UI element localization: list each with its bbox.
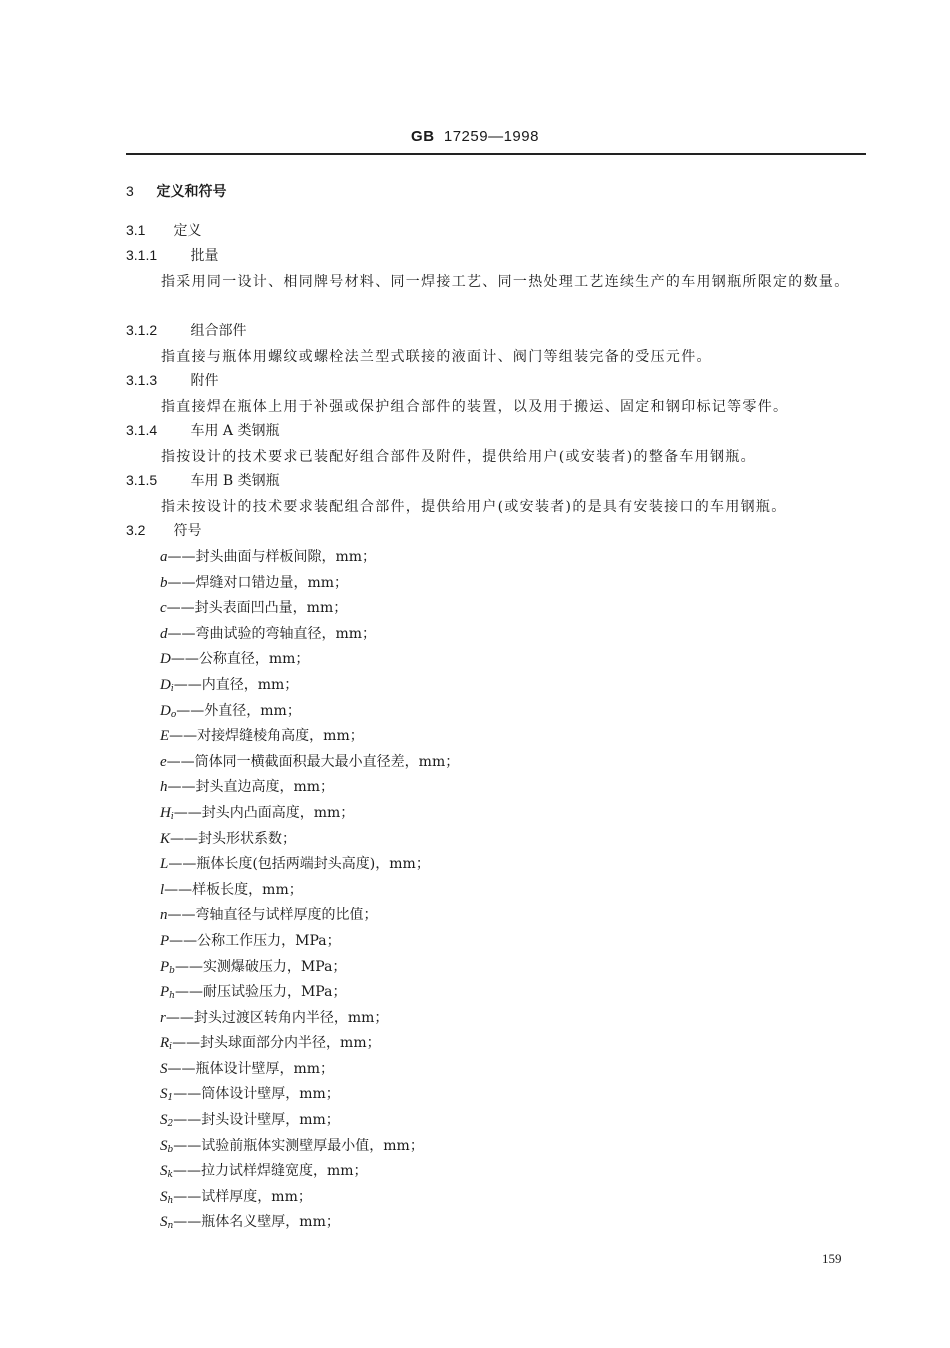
- list-item: [160, 852, 459, 878]
- list-item: [160, 801, 459, 827]
- symbol: E: [160, 728, 170, 745]
- definition-heading: [126, 320, 246, 341]
- symbol: c: [160, 600, 167, 617]
- definition-heading: [126, 420, 279, 441]
- definition-text: 指按设计的技术要求已装配好组合部件及附件，提供给用户(或安装者)的整备车用钢瓶。: [161, 449, 756, 465]
- list-item: [160, 827, 459, 853]
- definitions-number: 3.1: [126, 222, 146, 238]
- symbol-subscript: i: [170, 811, 174, 822]
- symbol-subscript: b: [167, 1144, 174, 1155]
- definition-number: 3.1.4: [126, 422, 158, 438]
- section-number: 3: [126, 183, 134, 199]
- symbol-description: ——弯轴直径与试样厚度的比值；: [167, 907, 378, 924]
- symbol-description: ——瓶体名义壁厚，mm；: [173, 1214, 340, 1231]
- symbol-subscript: 2: [167, 1119, 174, 1130]
- definitions-title: 定义: [173, 223, 202, 239]
- symbol: P: [160, 932, 170, 949]
- list-item: [160, 596, 459, 622]
- definition-heading: [126, 370, 218, 391]
- definition-number: 3.1.2: [126, 322, 158, 338]
- definition-number: 3.1.5: [126, 472, 158, 488]
- list-item: [160, 1108, 459, 1134]
- definition-text: 指采用同一设计、相同牌号材料、同一焊接工艺、同一热处理工艺连续生产的车用钢瓶所限定的数量。: [161, 274, 850, 290]
- list-item: [160, 878, 459, 904]
- symbol-subscript: i: [170, 683, 174, 694]
- list-item: [160, 955, 459, 981]
- list-item: [160, 699, 459, 725]
- symbol-list: [160, 545, 459, 1236]
- symbol: D: [160, 651, 171, 668]
- symbol-description: ——耐压试验压力，MPa；: [174, 984, 347, 1001]
- document-header: [0, 128, 950, 145]
- definition-text: 指直接与瓶体用螺纹或螺栓法兰型式联接的液面计、阀门等组装完备的受压元件。: [161, 349, 712, 365]
- symbol: S: [160, 1060, 168, 1077]
- list-item: [160, 775, 459, 801]
- symbol-description: ——封头设计壁厚，mm；: [173, 1112, 340, 1129]
- definition-term: 附件: [190, 373, 219, 389]
- symbol-description: ——封头形状系数；: [170, 830, 297, 847]
- symbols-title: 符号: [173, 523, 202, 539]
- symbol-description: ——封头直边高度，mm；: [167, 779, 335, 796]
- list-item: [160, 1006, 459, 1032]
- symbols-heading: [126, 520, 201, 541]
- symbol: S: [160, 1112, 168, 1129]
- list-item: [160, 1185, 459, 1211]
- symbols-number: 3.2: [126, 522, 146, 538]
- list-item: [160, 903, 459, 929]
- list-item: [160, 1159, 459, 1185]
- list-item: [160, 1031, 459, 1057]
- symbol-subscript: h: [167, 1195, 174, 1206]
- symbol: L: [160, 856, 169, 873]
- definition-number: 3.1.3: [126, 372, 158, 388]
- list-item: [160, 750, 459, 776]
- symbol-subscript: n: [167, 1221, 174, 1232]
- definition-number: 3.1.1: [126, 247, 158, 263]
- page-number: 159: [822, 1251, 842, 1266]
- symbol-description: ——封头球面部分内半径，mm；: [172, 1035, 381, 1052]
- symbol-description: ——瓶体设计壁厚，mm；: [167, 1060, 335, 1077]
- symbol-subscript: k: [167, 1170, 173, 1181]
- symbol-description: ——封头过渡区转角内半径，mm；: [165, 1009, 389, 1026]
- symbol: S: [160, 1137, 168, 1154]
- symbol: b: [160, 574, 168, 591]
- symbol: a: [160, 549, 168, 565]
- symbol-description: ——焊缝对口错边量，mm；: [167, 574, 349, 591]
- section-heading: [126, 181, 226, 202]
- symbol: e: [160, 753, 167, 770]
- symbol-subscript: b: [169, 965, 175, 976]
- symbol-description: ——瓶体长度(包括两端封头高度)，mm；: [168, 856, 430, 873]
- definition-heading: [126, 470, 280, 491]
- symbol: S: [160, 1188, 168, 1205]
- symbol: d: [160, 625, 168, 642]
- list-item: [160, 1134, 459, 1160]
- list-item: [160, 724, 459, 750]
- symbol: R: [160, 1035, 170, 1052]
- list-item: [160, 1082, 459, 1108]
- symbol: H: [160, 804, 171, 821]
- symbol: K: [160, 830, 171, 847]
- list-item: [160, 571, 459, 597]
- definition-text: 指未按设计的技术要求装配组合部件，提供给用户(或安装者)的是具有安装接口的车用钢瓶。: [161, 499, 787, 515]
- symbol-subscript: i: [169, 1042, 173, 1053]
- symbol: D: [160, 676, 171, 693]
- symbol-description: ——公称工作压力，MPa；: [169, 932, 341, 949]
- symbol-description: ——拉力试样焊缝宽度，mm；: [172, 1163, 368, 1180]
- symbol-description: ——封头表面凹凸量，mm；: [166, 600, 348, 617]
- symbol: P: [160, 958, 170, 975]
- symbol-subscript: h: [169, 991, 175, 1002]
- symbol-description: ——封头内凸面高度，mm；: [173, 804, 355, 821]
- symbol: S: [160, 1214, 168, 1231]
- symbol: l: [160, 881, 165, 898]
- symbol: S: [160, 1086, 168, 1103]
- symbol: S: [160, 1163, 168, 1180]
- definitions-heading: [126, 220, 201, 241]
- list-item: [160, 673, 459, 699]
- symbol-description: ——对接焊缝棱角高度，mm；: [169, 728, 364, 745]
- symbol-description: ——外直径，mm；: [176, 702, 301, 719]
- symbol: r: [160, 1009, 166, 1026]
- symbol-description: ——弯曲试验的弯轴直径，mm；: [167, 625, 377, 642]
- definition-heading: [126, 245, 218, 266]
- symbol: h: [160, 779, 168, 796]
- list-item: [160, 622, 459, 648]
- definition-text: 指直接焊在瓶体上用于补强或保护组合部件的装置，以及用于搬运、固定和钢印标记等零件。: [161, 399, 789, 415]
- symbol-description: ——实测爆破压力，MPa；: [174, 958, 347, 975]
- symbol: n: [160, 907, 168, 924]
- definition-term: 车用 A 类钢瓶: [190, 423, 280, 439]
- definition-term: 组合部件: [190, 323, 247, 339]
- list-item: [160, 647, 459, 673]
- definition-term: 车用 B 类钢瓶: [190, 473, 280, 489]
- symbol-description: ——试样厚度，mm；: [173, 1188, 312, 1205]
- header-rule: [126, 153, 866, 155]
- symbol-description: ——样板长度，mm；: [164, 881, 303, 898]
- symbol: D: [160, 702, 171, 719]
- list-item: [160, 1210, 459, 1236]
- section-title: 定义和符号: [156, 184, 227, 200]
- symbol-subscript: 1: [167, 1093, 174, 1104]
- symbol-description: ——封头曲面与样板间隙，mm；: [167, 549, 377, 565]
- symbol-subscript: o: [170, 709, 177, 720]
- list-item: [160, 980, 459, 1006]
- symbol-description: ——公称直径，mm；: [170, 651, 310, 668]
- list-item: [160, 929, 459, 955]
- symbol-description: ——内直径，mm；: [173, 676, 299, 693]
- definition-term: 批量: [190, 248, 219, 264]
- list-item: [160, 1057, 459, 1083]
- symbol-description: ——试验前瓶体实测壁厚最小值，mm；: [173, 1137, 424, 1154]
- symbol-description: ——筒体设计壁厚，mm；: [173, 1086, 340, 1103]
- standard-number: 17259—1998: [443, 128, 539, 145]
- symbol: P: [160, 984, 170, 1001]
- list-item: [160, 545, 459, 571]
- symbol-description: ——筒体同一横截面积最大最小直径差，mm；: [166, 753, 460, 770]
- standard-prefix: GB: [411, 128, 435, 145]
